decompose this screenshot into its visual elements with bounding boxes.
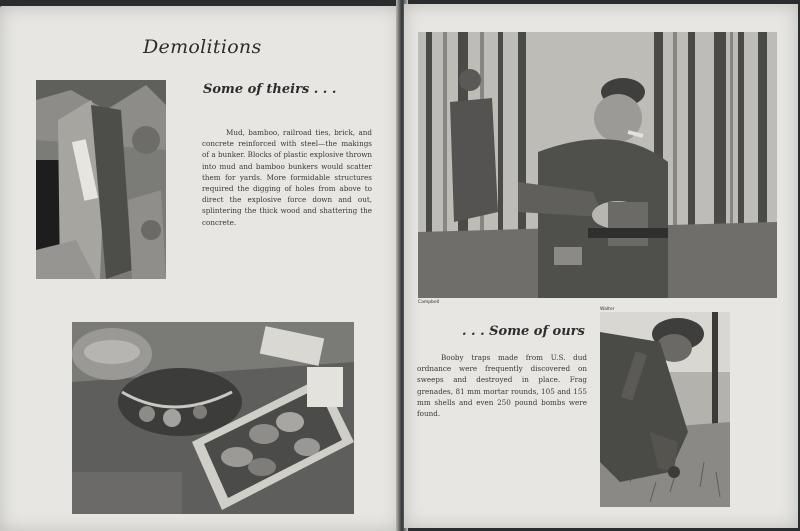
left-page [0, 6, 400, 531]
ordnance-box-photo [72, 322, 354, 514]
right-body-text: Booby traps made from U.S. dud ordnance were frequently discovered on sweeps and destroyed in place. Frag grenades, 81 mm mortar rounds, 105 and 155 mm shells and even 250 pound bombs were found. [417, 353, 587, 419]
bunker-photo [36, 80, 166, 279]
kneeling-soldier-photo [600, 312, 730, 507]
page-title: Demolitions [143, 36, 262, 58]
right-page [404, 4, 798, 528]
small-photo-credit: Walter [600, 307, 615, 312]
left-body-text: Mud, bamboo, railroad ties, brick, and concrete reinforced with steel—the makings of a bunker. Blocks of plastic explosive thrown into mud and bamboo bunkers would scatter them for yards. More formidable structures required the digging of holes from above to direct the explosive force down and out, splintering the thick wood and shattering the concrete. [202, 128, 372, 227]
top-photo-credit: Campbell [418, 300, 440, 305]
jungle-soldiers-photo [418, 32, 777, 298]
right-subhead: . . . Some of ours [462, 324, 585, 339]
left-subhead: Some of theirs . . . [203, 82, 337, 97]
